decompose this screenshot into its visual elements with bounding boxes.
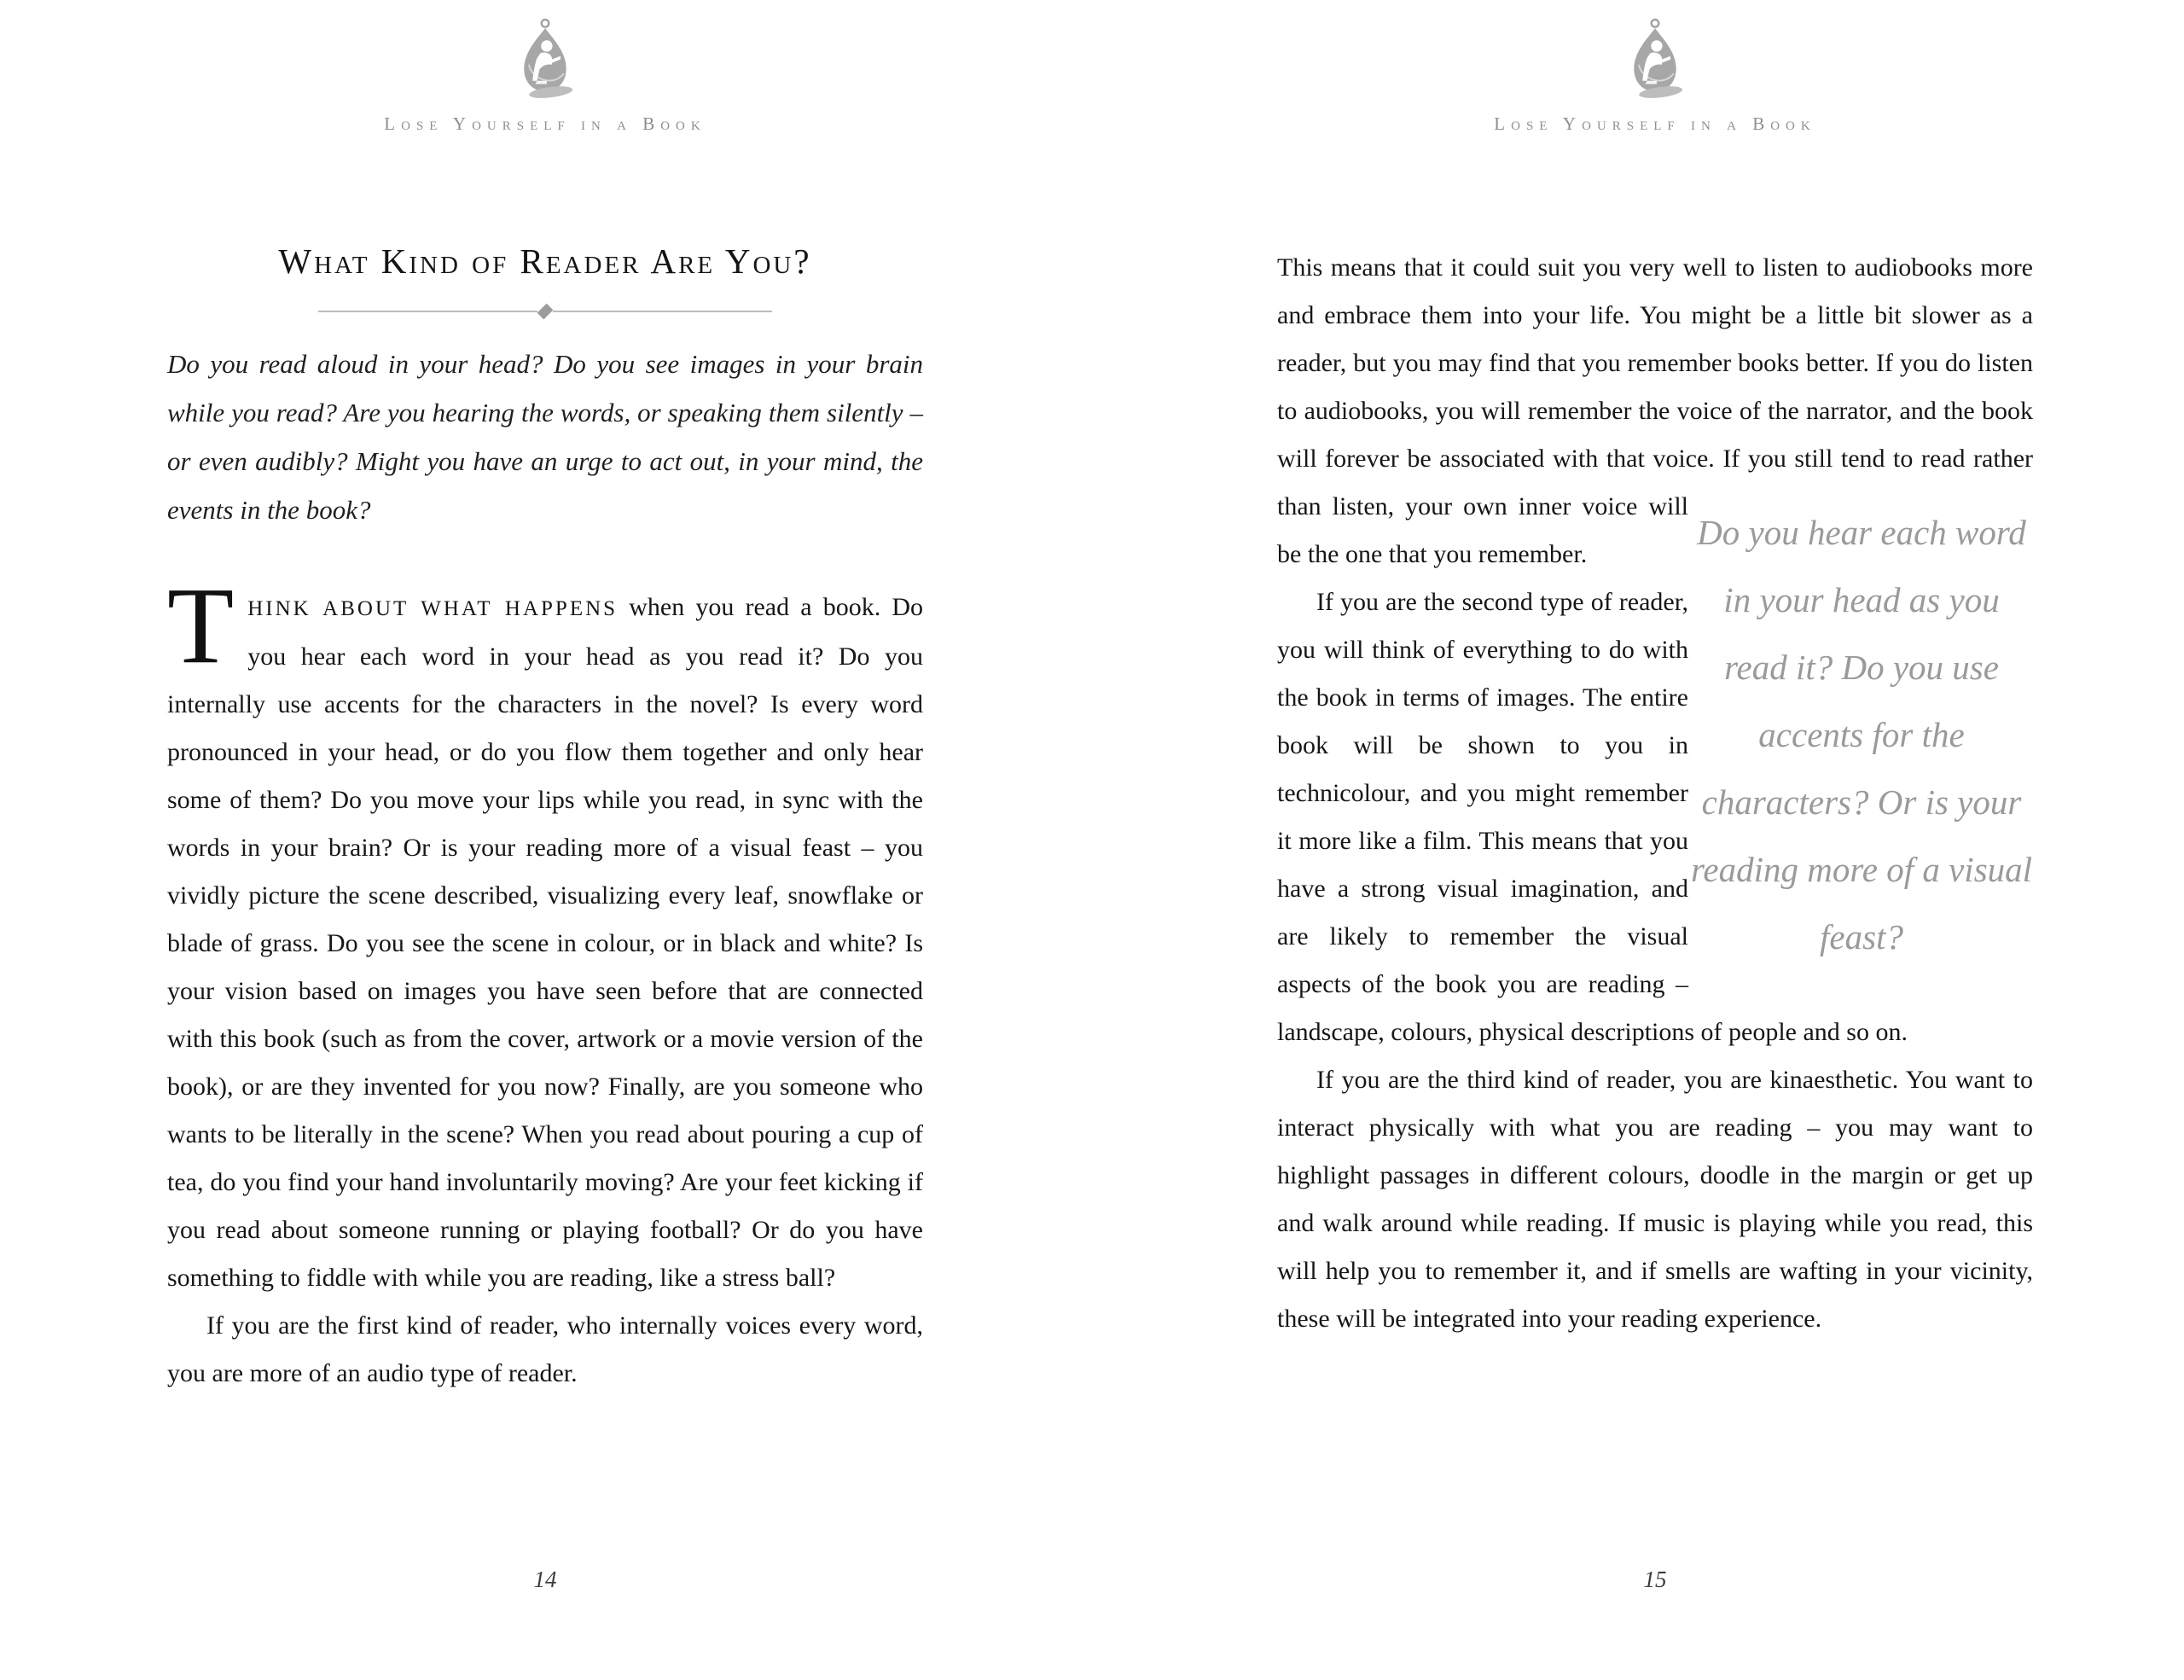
reading-figure-logo-icon (1623, 17, 1687, 104)
drop-cap: T (167, 565, 235, 686)
diamond-ornament-icon (537, 304, 554, 320)
pull-quote-text: Do you hear each word in your head as you read it? Do you use accents for the characters? Or is your reading more of a visual feast? (1690, 512, 2033, 956)
paragraph: If you are the first kind of reader, who internally voices every word, you are more of an audio type of reader. (167, 1311, 923, 1387)
pull-quote-inner (1690, 491, 2033, 978)
right-page-body (1277, 244, 2033, 1343)
paragraph: If you are the third kind of reader, you are kinaesthetic. You want to interact physically with what you are reading – you may want to highlight passages in different colours, doodle in the margin or get up and walk around while reading. If music is playing while you read, this will help you to remember it, and if smells are wafting in your vicinity, these will be integrated into your reading experience. (1277, 1066, 2033, 1333)
paragraph: This means that it could suit you very well to listen to audiobooks more and embrace them into your life. You might be a little bit slower as a reader, but you may find that you remember books better. If you do listen to audiobooks, you will remember the voice of the narrator, and the book will forever be associated with that voice. If you still tend to read rather than listen, your own inner voice will be the one that you remember. (1277, 253, 2033, 568)
chapter-intro: Do you read aloud in your head? Do you see images in your brain while you read? Are you hearing the words, or speaking them silently – or even audibly? Might you have an urge to act out, in your mind, the events in the book? (167, 349, 923, 525)
imprint-title: Lose Yourself in a Book (1494, 113, 1816, 134)
paragraph-text: when you read a book. Do you hear each word in your head as you read it? Do you internally use accents for the characters in the novel? Is every word pronounced in your head, or do you flow them together and only hear some of them? Do you move your lips while you read, in sync with the words in your brain? Or is your reading more of a visual feast – you vividly picture the scene described, visualizing every leaf, snowflake or blade of grass. Do you see the scene in colour, or in black and white? Is your vision based on images you have seen before that are connected with this book (such as from the cover, artwork or a movie version of the book), or are they invented for you now? Finally, are you someone who wants to be literally in the scene? When you read about pouring a cup of tea, do you find your hand involuntarily moving? Are your feet kicking if you read about someone running or playing football? Or do you have something to fiddle with while you are reading, like a stress ball? (167, 593, 923, 1292)
page-number: 14 (533, 1567, 557, 1592)
ornamental-divider (318, 305, 772, 317)
running-header (1277, 0, 2033, 135)
reading-figure-logo-icon (513, 17, 578, 104)
paragraph (167, 565, 923, 1302)
paragraph: If you are the second type of reader, you will think of everything to do with the book in terms of images. The entire book will be shown to you in technicolour, and you might remember it more like a film. This means that you have a strong visual imagination, and are likely to remember the visual aspects of the book you are reading – landscape, colours, physical descriptions of people and so on. (1277, 588, 1908, 1046)
divider-rule-left (318, 311, 537, 312)
right-page (1277, 0, 2033, 1680)
page-number: 15 (1643, 1567, 1667, 1592)
imprint-title: Lose Yourself in a Book (384, 113, 706, 134)
divider-rule-right (553, 311, 772, 312)
left-page (167, 0, 923, 1680)
running-header (167, 0, 923, 135)
chapter-title: What Kind of Reader Are You? (278, 241, 812, 281)
lead-in-small-caps: HINK ABOUT WHAT HAPPENS (247, 597, 619, 620)
left-page-body (167, 565, 923, 1398)
